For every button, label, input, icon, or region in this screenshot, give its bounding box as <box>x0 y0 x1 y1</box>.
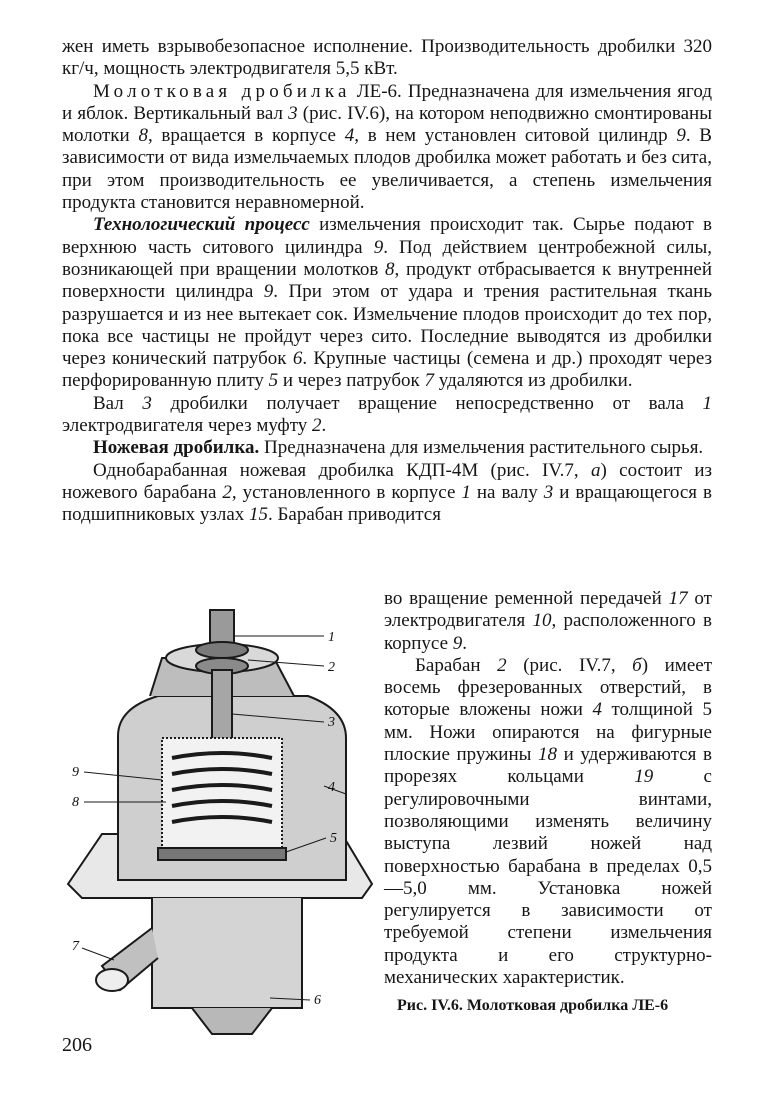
text: толщиной 5 мм. Ножи опираются на фигурные плоские пружины <box>384 699 712 766</box>
figure-label-7: 7 <box>72 939 79 954</box>
ref: 9 <box>263 281 274 303</box>
ref: 9 <box>676 125 686 147</box>
ref: 1 <box>702 392 712 414</box>
ref: 7 <box>424 370 435 392</box>
text: и через патрубок <box>278 370 425 392</box>
ref: 4 <box>592 699 602 721</box>
paragraph-8 <box>384 655 712 989</box>
figure-label-4: 4 <box>328 780 335 795</box>
figure-label-3: 3 <box>328 715 335 730</box>
ref: 3 <box>288 102 298 124</box>
ref: 18 <box>538 744 558 766</box>
text: . При этом от удара и трения растительная ткань разрушается и из нее вытекает сок. Измельчение плодов происходит до тех пор, пока все частицы не пройдут через сито. Последние выводятся из дробилки через конический патрубок <box>62 281 713 370</box>
ref: 3 <box>543 481 554 503</box>
text: . В зависимости от вида измельчаемых плодов дробилка может работать и без сита, при этом производительность ее увеличивается, а степень измельчения продукта становится неравномерной. <box>62 125 712 214</box>
ref: 3 <box>142 392 152 414</box>
text: Барабан <box>415 654 498 676</box>
ref: 2 <box>497 654 507 676</box>
paragraph-2 <box>62 81 712 215</box>
page-number: 206 <box>62 1034 92 1056</box>
ref: б <box>632 654 642 676</box>
text: (рис. IV.7, <box>506 654 633 676</box>
text: . <box>321 415 327 437</box>
term-hammer-crusher: Молотковая дробилка <box>93 80 351 102</box>
text: и вращающегося в подшипниковых узлах <box>62 481 712 526</box>
text: , вращается в корпусе <box>147 125 345 147</box>
ref: 2 <box>222 481 232 503</box>
text: Вал <box>93 392 143 414</box>
text: от электродвигателя <box>384 588 712 632</box>
paragraph-6 <box>62 460 712 527</box>
ref: 15 <box>249 504 269 526</box>
figure-label-9: 9 <box>72 765 79 780</box>
ref: 5 <box>268 370 279 392</box>
text: (рис. IV.6), на котором неподвижно смонтированы молотки <box>62 102 712 147</box>
text: ) состоит из ножевого барабана <box>62 459 712 503</box>
text: с регулировочными винтами, позволяющими изменять величину выступа лезвий ножей над поверхностью барабана в пределах 0,5—5,0 мм. Установка ножей регулируется в зависимости от требуемой степени измельчения продукта и его структурно-механических характеристик. <box>384 766 712 989</box>
text: . Крупные частицы (семена и др.) проходят через перфорированную плиту <box>62 348 712 392</box>
text: Однобарабанная ножевая дробилка КДП-4М (рис. IV.7, <box>93 459 591 481</box>
ref: 17 <box>668 588 688 609</box>
ref: 8 <box>138 125 148 147</box>
text: , установленного в корпусе <box>231 481 462 503</box>
paragraph-4 <box>62 393 712 438</box>
ref: 9 <box>452 632 463 654</box>
ref: 2 <box>312 415 322 437</box>
text: Предназначена для измельчения растительного сырья. <box>259 437 704 459</box>
text: электродвигателя через муфту <box>62 415 313 437</box>
text-page <box>62 36 712 527</box>
text: , продукт отбрасывается к внутренней поверхности цилиндра <box>62 258 712 303</box>
figure-label-1: 1 <box>328 630 335 645</box>
text: во вращение ременной передачей <box>384 588 669 609</box>
text: удаляются из дробилки. <box>434 370 633 392</box>
text: и удерживаются в прорезях кольцами <box>384 744 712 788</box>
figure-label-2: 2 <box>328 660 335 675</box>
figure-label-6: 6 <box>314 993 321 1008</box>
ref: 19 <box>634 766 654 788</box>
text: . Под действием центробежной силы, возникающей при вращении молотков <box>62 236 712 280</box>
term-tech-process: Технологический процесс <box>93 214 310 236</box>
hammer-crusher-drawing <box>62 598 380 1038</box>
ref: 1 <box>461 481 471 503</box>
paragraph-7 <box>384 588 712 655</box>
paragraph-5 <box>62 437 712 459</box>
paragraph-3 <box>62 214 712 392</box>
ref: 9 <box>373 236 384 258</box>
paragraph-1: жен иметь взрывобезопасное исполнение. Производительность дробилки 320 кг/ч, мощность электродвигателя 5,5 кВт. <box>62 36 712 80</box>
text: . Барабан приводится <box>268 504 441 526</box>
ref: 6 <box>292 348 303 370</box>
text: , в нем установлен ситовой цилиндр <box>354 125 677 147</box>
term-knife-crusher: Ножевая дробилка. <box>93 437 260 459</box>
ref: а <box>590 459 601 481</box>
ref: 10 <box>532 610 552 632</box>
text: дробилки получает вращение непосредственно от вала <box>151 392 703 414</box>
ref: 4 <box>344 125 355 147</box>
figure-caption: Рис. IV.6. Молотковая дробилка ЛЕ-6 <box>397 997 669 1014</box>
text: , расположенного в корпусе <box>384 610 712 654</box>
text: ЛЕ-6. Предназначена для измельчения ягод и яблок. Вертикальный вал <box>62 80 712 124</box>
figure-label-8: 8 <box>72 795 79 810</box>
text: ) имеет восемь фрезерованных отверстий, в которые вложены ножи <box>384 654 713 721</box>
text: измельчения происходит так. Сырье подают в верхнюю часть ситового цилиндра <box>62 214 713 258</box>
text: . <box>462 632 468 654</box>
ref: 8 <box>385 258 395 280</box>
text: на валу <box>470 481 544 503</box>
figure-label-5: 5 <box>330 831 337 846</box>
hammer-crusher-figure <box>62 598 380 1038</box>
right-text-column <box>384 588 712 989</box>
